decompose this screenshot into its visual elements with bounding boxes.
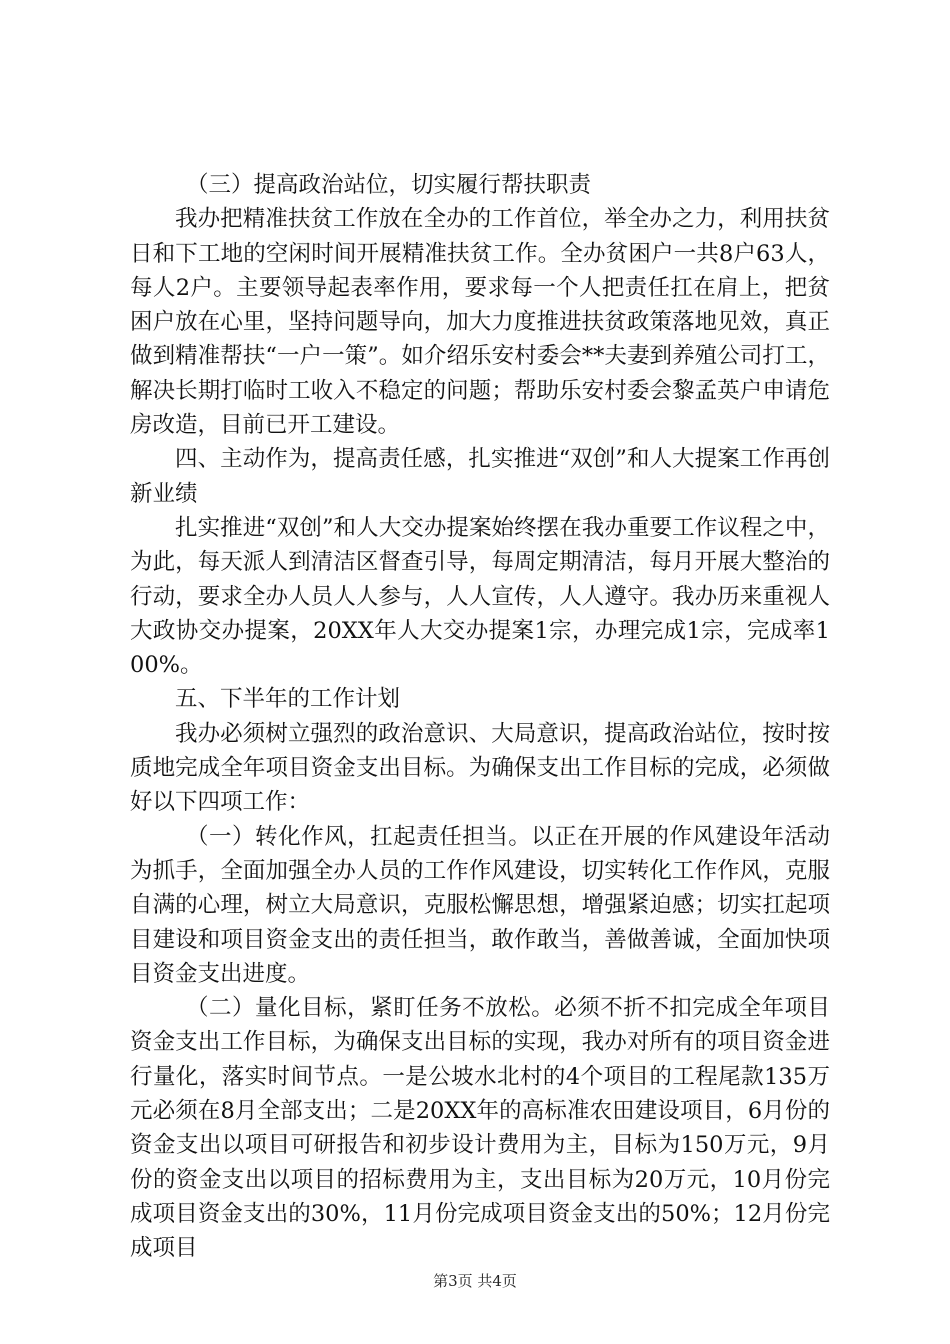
body-paragraph: （二）量化目标，紧盯任务不放松。必须不折不扣完成全年项目资金支出工作目标，为确保支出目标的实现，我办对所有的项目资金进行量化，落实时间节点。一是公坡水北村的4个项目的工程尾款135万元必须在8月全部支出；二是20XX年的高标准农田建设项目，6月份的资金支出以项目可研报告和初步设计费用为主，目标为150万元，9月份的资金支出以项目的招标费用为主，支出目标为20万元，10月份完成项目资金支出的30%，11月份完成项目资金支出的50%；12月份完成项目 [130,995,830,1262]
body-paragraph: （一）转化作风，扛起责任担当。以正在开展的作风建设年活动为抓手，全面加强全办人员的工作作风建设，切实转化工作作风，克服自满的心理，树立大局意识，克服松懈思想，增强紧迫感；切实扛起项目建设和项目资金支出的责任担当，敢作敢当，善做善诚，全面加快项目资金支出进度。 [130,823,830,987]
section-heading-5: 五、下半年的工作计划 [175,686,401,713]
body-paragraph: 扎实推进“双创”和人大交办提案始终摆在我办重要工作议程之中，为此，每天派人到清洁区督查引导，每周定期清洁，每月开展大整治的行动，要求全办人员人人参与，人人宣传，人人遵守。我办历来重视人大政协交办提案，20XX年人大交办提案1宗，办理完成1宗，完成率100%。 [130,514,830,679]
section-heading-4: 四、主动作为，提高责任感，扎实推进“双创”和人大提案工作再创新业绩 [130,446,830,507]
section-heading-3: （三）提高政治站位，切实履行帮扶职责 [186,172,592,198]
document-body [130,168,830,1266]
page-footer: 第3页 共4页 [433,1272,517,1290]
body-paragraph: 我办把精准扶贫工作放在全办的工作首位，举全办之力，利用扶贫日和下工地的空闲时间开展精准扶贫工作。全办贫困户一共8户63人，每人2户。主要领导起表率作用，要求每一个人把责任扛在肩上，把贫困户放在心里，坚持问题导向，加大力度推进扶贫政策落地见效，真正做到精准帮扶“一户一策”。如介绍乐安村委会**夫妻到养殖公司打工，解决长期打临时工收入不稳定的问题；帮助乐安村委会黎孟英户申请危房改造，目前已开工建设。 [130,206,830,439]
body-paragraph: 我办必须树立强烈的政治意识、大局意识，提高政治站位，按时按质地完成全年项目资金支出目标。为确保支出工作目标的完成，必须做好以下四项工作： [130,720,830,816]
